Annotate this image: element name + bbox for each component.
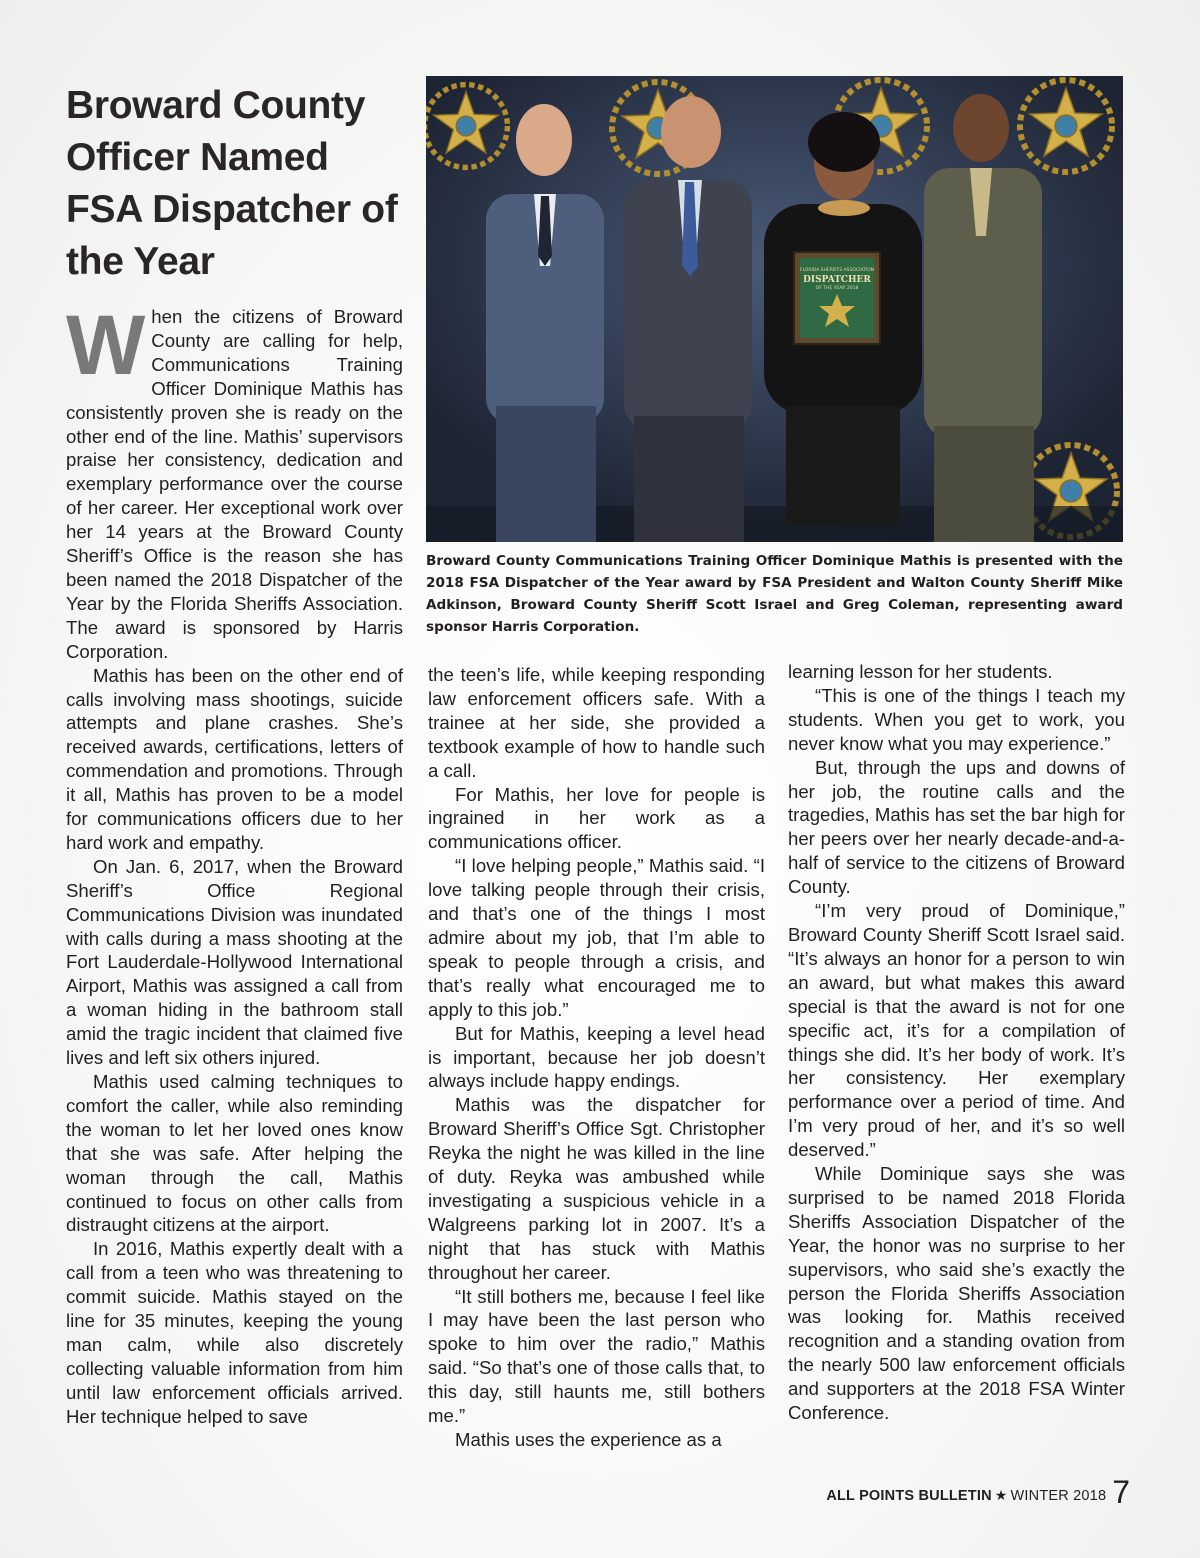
paragraph: But, through the ups and downs of her job, the routine calls and the tragedies, Mathis has set the bar high for her peers over her nearly decade-and-a-half of service to the citizens of Broward County. (788, 756, 1125, 898)
plaque-subtitle-text: OF THE YEAR 2018 (815, 286, 859, 291)
text-column-1 (66, 298, 403, 1429)
paragraph: “This is one of the things I teach my students. When you get to work, you never know what you may experience.” (788, 684, 1125, 754)
publication-name: ALL POINTS BULLETIN ★ WINTER 2018 (826, 1487, 1107, 1504)
paragraph: On Jan. 6, 2017, when the Broward Sheriff’s Office Regional Communications Division was inundated with calls during a mass shooting at the Fort Lauderdale-Hollywood International Airport, Mathis was assigned a call from a woman hiding in the bathroom stall amid the tragic incident that claimed five lives and left six others injured. (66, 855, 403, 1069)
award-photo-illustration (426, 76, 1123, 542)
page-number: 7 (1112, 1474, 1130, 1510)
paragraph: learning lesson for her students. (788, 661, 1053, 682)
award-plaque (794, 252, 880, 344)
paragraph: For Mathis, her love for people is ingrained in her work as a communications officer. (428, 783, 765, 853)
star-icon: ★ (994, 1487, 1008, 1503)
paragraph: “I’m very proud of Dominique,” Broward County Sheriff Scott Israel said. “It’s always an honor for a person to win an award, but what makes this award special is that the award is not for one specific act, it’s for a compilation of things she did. It’s her body of work. It’s her consistency. Her exemplary performance over a period of time. And I’m very proud of her, and it’s so well deserved.” (788, 900, 1125, 1161)
paragraph: In 2016, Mathis expertly dealt with a call from a teen who was threatening to commit suicide. Mathis stayed on the line for 35 minutes, keeping the young man calm, while also discretely collecting valuable information from him until law enforcement officials arrived. Her technique helped to save (66, 1238, 403, 1427)
drop-cap: W (66, 298, 146, 392)
lead-paragraph: When the citizens of Broward County are calling for help, Communications Training Officer Dominique Mathis has consistently proven she is ready on the other end of the line. Mathis’ supervisors praise her consistency, dedication and exemplary performance over the course of her career. Her exceptional work over her 14 years at the Broward County Sheriff’s Office is the reason she has been named the 2018 Dispatcher of the Year by the Florida Sheriffs Association. The award is sponsored by Harris Corporation. (66, 298, 403, 662)
award-photo (426, 76, 1123, 542)
plaque-title-text: DISPATCHER (803, 275, 871, 285)
paragraph: “It still bothers me, because I feel like I may have been the last person who spoke to him over the radio,” Mathis said. “So that’s one of those calls that, to this day, still haunts me, still bothers me.” (428, 1285, 765, 1427)
paragraph: Mathis uses the experience as a (455, 1429, 722, 1450)
page-footer (760, 1474, 1130, 1514)
paragraph: But for Mathis, keeping a level head is important, because her job doesn’t always include happy endings. (428, 1022, 765, 1092)
paragraph: Mathis has been on the other end of calls involving mass shootings, suicide attempts and plane crashes. She’s received awards, certifications, letters of commendation and promotions. Through it all, Mathis has proven to be a model for communications officers due to her hard work and empathy. (66, 664, 403, 853)
paragraph: the teen’s life, while keeping responding law enforcement officers safe. With a trainee at her side, she provided a textbook example of how to handle such a call. (428, 664, 765, 781)
issue-label: WINTER 2018 (1010, 1488, 1107, 1504)
article-headline: Broward County Officer Named FSA Dispatcher of the Year (66, 84, 398, 283)
text-column-2 (428, 663, 765, 1452)
paragraph: Mathis was the dispatcher for Broward Sheriff’s Office Sgt. Christopher Reyka the night he was killed in the line of duty. Reyka was ambushed while investigating a suspicious vehicle in a Walgreens parking lot in 2007. It’s a night that has stuck with Mathis throughout her career. (428, 1094, 765, 1283)
plaque-header-text: FLORIDA SHERIFFS ASSOCIATION (799, 268, 875, 273)
text-column-3 (788, 660, 1125, 1425)
paragraph: Mathis used calming techniques to comfort the caller, while also reminding the woman to let her loved ones know that she was safe. After helping the woman through the call, Mathis continued to focus on other calls from distraught citizens at the airport. (66, 1071, 403, 1236)
paragraph: “I love helping people,” Mathis said. “I love talking people through their crisis, and that’s one of the things I most admire about my job, that I’m able to speak to people through a crisis, and that’s really what encouraged me to apply to this job.” (428, 855, 765, 1020)
photo-caption: Broward County Communications Training Officer Dominique Mathis is presented with the 2018 FSA Dispatcher of the Year award by FSA President and Walton County Sheriff Mike Adkinson, Broward County Sheriff Scott Israel and Greg Coleman, representing award sponsor Harris Corporation. (426, 553, 1123, 635)
paragraph: While Dominique says she was surprised to be named 2018 Florida Sheriffs Association Dispatcher of the Year, the honor was no surprise to her supervisors, who said she’s exactly the person the Florida Sheriffs Association was looking for. Mathis received recognition and a standing ovation from the nearly 500 law enforcement officials and supporters at the 2018 FSA Winter Conference. (788, 1163, 1125, 1424)
